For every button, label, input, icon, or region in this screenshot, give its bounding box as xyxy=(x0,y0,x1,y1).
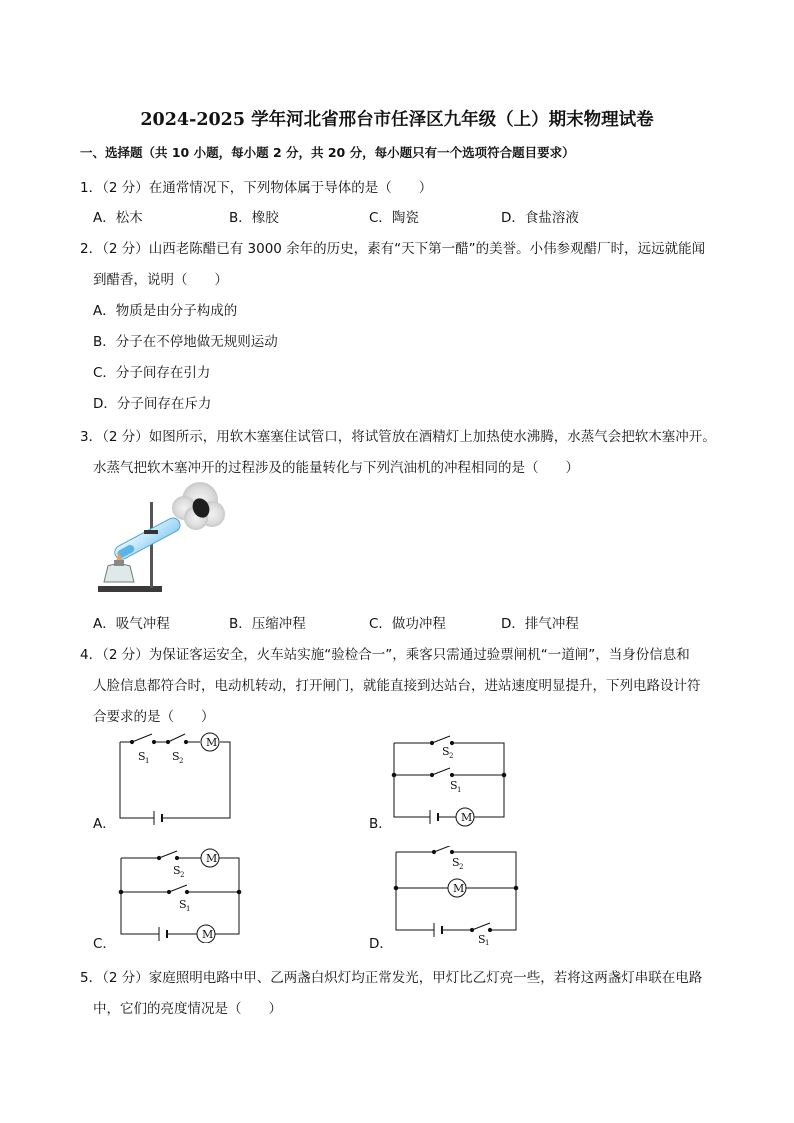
svg-text:2: 2 xyxy=(459,863,464,871)
svg-text:S: S xyxy=(478,933,486,946)
svg-text:1: 1 xyxy=(457,786,462,794)
question-2-stem-line2: 到醋香，说明（ ） xyxy=(93,272,228,288)
q1-option-d: D．食盐溶液 xyxy=(501,210,579,226)
q4-option-d-label: D． xyxy=(369,936,393,952)
svg-text:1: 1 xyxy=(145,757,150,765)
svg-text:M: M xyxy=(202,928,214,941)
q3-option-a: A．吸气冲程 xyxy=(93,616,170,632)
motor-label: M xyxy=(206,736,218,749)
svg-text:S: S xyxy=(452,856,460,869)
svg-text:S: S xyxy=(450,779,458,792)
circuit-a-diagram xyxy=(110,730,240,830)
q3-option-c: C．做功冲程 xyxy=(369,616,446,632)
q2-option-d: D．分子间存在斥力 xyxy=(93,396,212,412)
q2-option-c: C．分子间存在引力 xyxy=(93,365,211,381)
svg-text:S: S xyxy=(179,898,187,911)
question-4-stem-line1: 4．（2 分）为保证客运安全，火车站实施“验检合一”，乘客只需通过验票闸机“一道闸”，当身份信息和 xyxy=(80,647,690,663)
svg-text:M: M xyxy=(453,882,465,895)
q1-option-b: B．橡胶 xyxy=(229,210,279,226)
circuit-d-diagram xyxy=(392,846,522,946)
question-2-stem-line1: 2．（2 分）山西老陈醋已有 3000 余年的历史，素有“天下第一醋”的美誉。小伟参观醋厂时，远远就能闻 xyxy=(80,241,706,257)
question-4-stem-line2: 人脸信息都符合时，电动机转动，打开闸门，就能直接到达站台，进站速度明显提升，下列电路设计符 xyxy=(93,678,701,694)
question-1-stem: 1．（2 分）在通常情况下，下列物体属于导体的是（ ） xyxy=(80,180,433,196)
q2-option-a: A．物质是由分子构成的 xyxy=(93,303,238,319)
svg-text:S: S xyxy=(172,750,180,763)
question-5-stem-line1: 5．（2 分）家庭照明电路中甲、乙两盏白炽灯均正常发光，甲灯比乙灯亮一些，若将这两盏灯串联在电路 xyxy=(80,970,703,986)
svg-text:M: M xyxy=(461,811,473,824)
circuit-c-diagram xyxy=(115,848,245,943)
q4-option-a-label: A． xyxy=(93,816,116,832)
circuit-b-diagram xyxy=(388,735,518,830)
q4-option-c-label: C． xyxy=(93,936,116,952)
svg-text:2: 2 xyxy=(449,752,454,760)
q1-option-c: C．陶瓷 xyxy=(369,210,419,226)
svg-text:2: 2 xyxy=(179,757,184,765)
svg-text:S: S xyxy=(173,864,181,877)
question-5-stem-line2: 中，它们的亮度情况是（ ） xyxy=(93,1001,282,1017)
q4-option-b-label: B． xyxy=(369,816,392,832)
svg-text:2: 2 xyxy=(180,871,185,879)
page-title: 2024-2025 学年河北省邢台市任泽区九年级（上）期末物理试卷 xyxy=(140,110,654,130)
svg-text:S: S xyxy=(442,745,450,758)
svg-text:M: M xyxy=(206,852,218,865)
test-tube-heating-figure xyxy=(92,480,232,602)
svg-text:1: 1 xyxy=(485,939,490,946)
question-3-stem-line2: 水蒸气把软木塞冲开的过程涉及的能量转化与下列汽油机的冲程相同的是（ ） xyxy=(93,460,579,476)
question-4-stem-line3: 合要求的是（ ） xyxy=(93,709,215,725)
section-heading: 一、选择题（共 10 小题，每小题 2 分，共 20 分，每小题只有一个选项符合题目要求） xyxy=(80,145,575,160)
svg-text:S: S xyxy=(138,750,146,763)
svg-text:1: 1 xyxy=(186,905,191,913)
question-3-stem-line1: 3．（2 分）如图所示，用软木塞塞住试管口，将试管放在酒精灯上加热使水沸腾，水蒸气会把软木塞冲开。 xyxy=(80,429,716,445)
q3-option-b: B．压缩冲程 xyxy=(229,616,306,632)
q3-option-d: D．排气冲程 xyxy=(501,616,579,632)
q2-option-b: B．分子在不停地做无规则运动 xyxy=(93,334,278,350)
q1-option-a: A．松木 xyxy=(93,210,143,226)
